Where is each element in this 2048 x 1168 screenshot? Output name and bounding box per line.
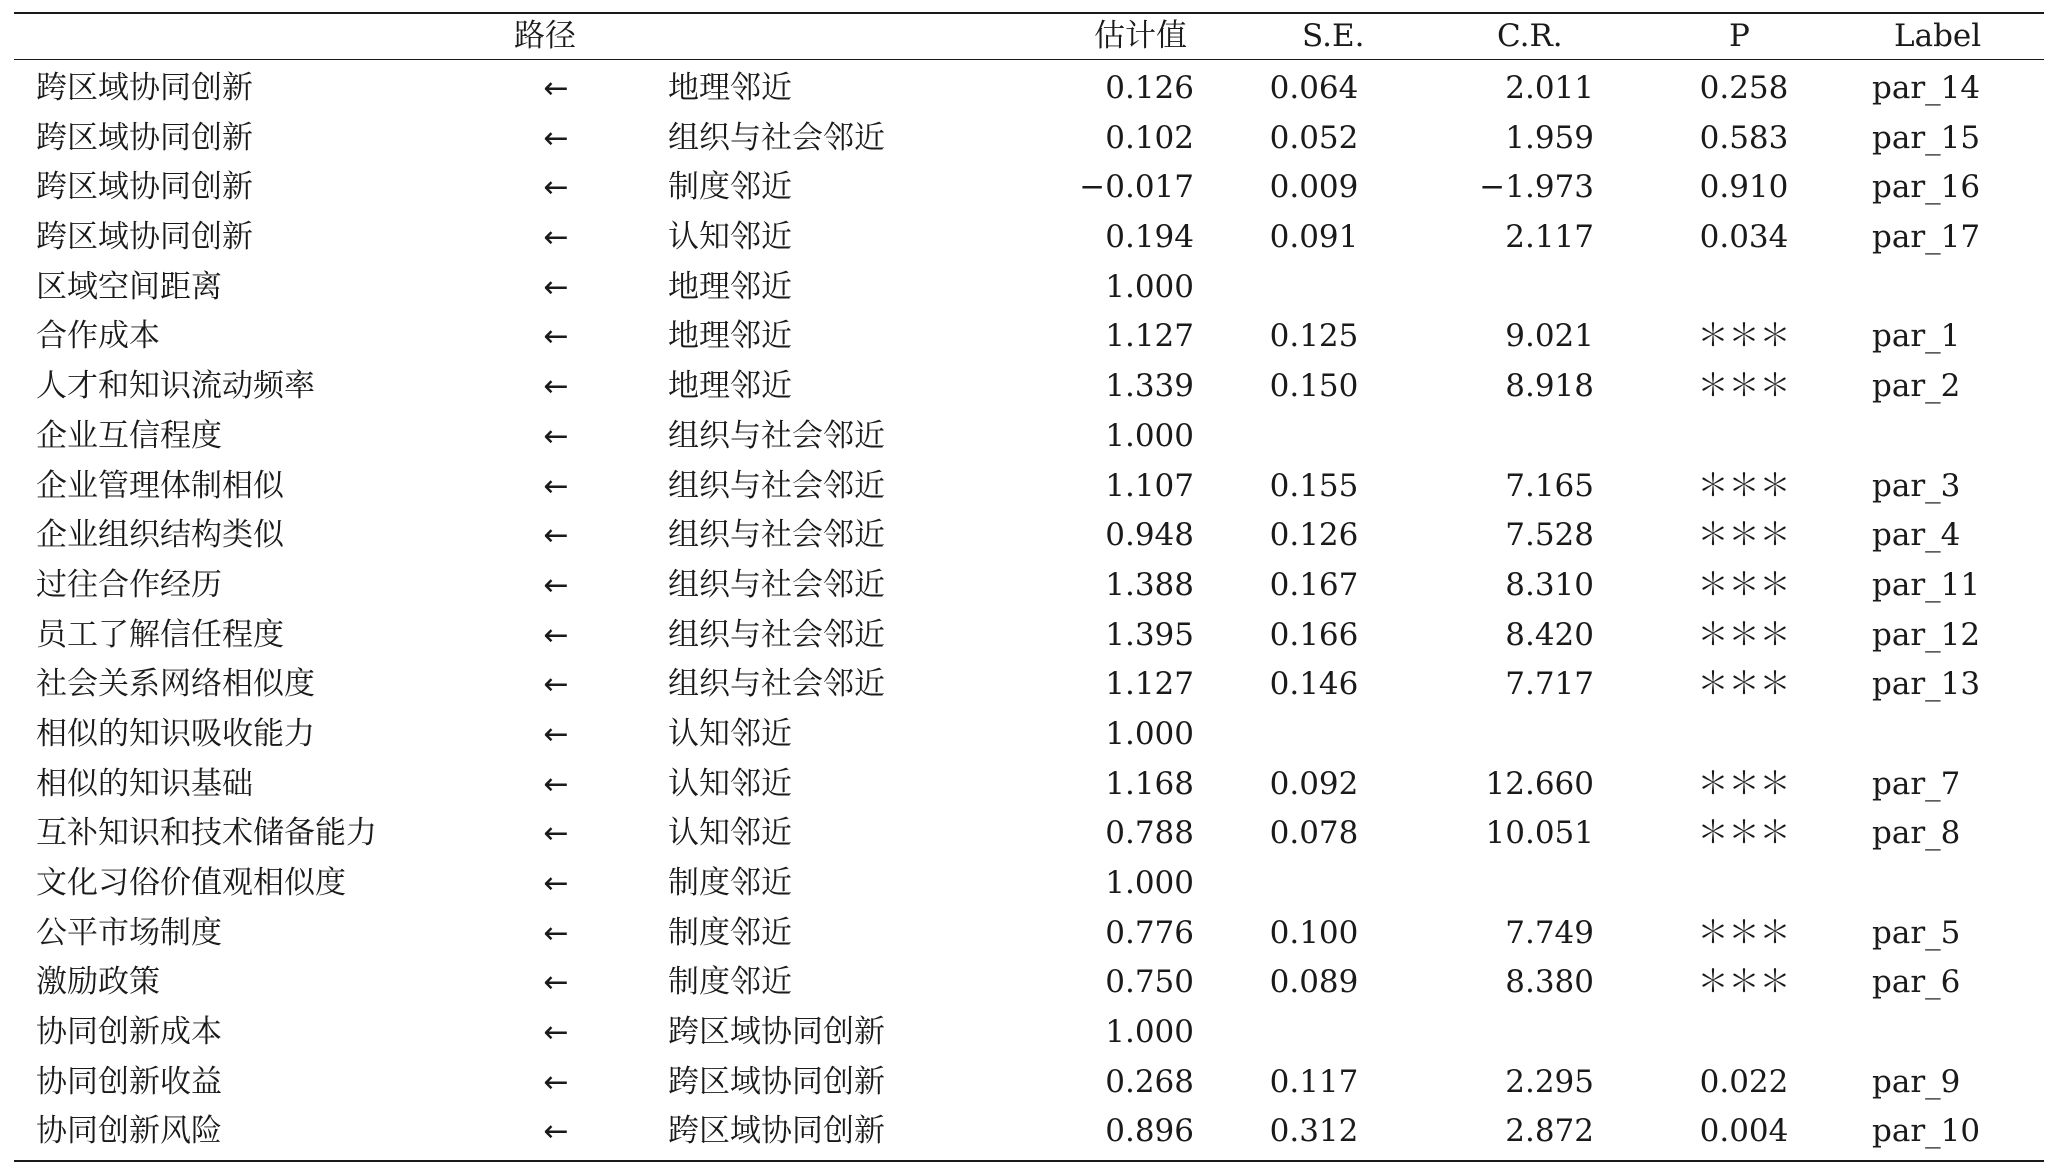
estimate-cell: 1.000 — [1105, 417, 1194, 454]
table-row — [14, 561, 2044, 611]
estimate-cell: 0.126 — [1105, 70, 1194, 106]
label-cell: par_16 — [1872, 169, 1981, 206]
standard-error-cell — [1244, 859, 1384, 909]
label-cell: par_10 — [1872, 1113, 1981, 1150]
critical-ratio-cell — [1454, 263, 1594, 313]
table-row — [14, 1008, 2044, 1058]
latent-variable-cell: 组织与社会邻近 — [668, 517, 885, 554]
label-cell: par_1 — [1872, 318, 1961, 355]
p-value-cell: 0.022 — [1699, 1063, 1789, 1100]
label-cell: par_17 — [1872, 219, 1981, 256]
estimate-cell: 1.127 — [1105, 318, 1194, 355]
estimate-cell: 0.776 — [1105, 914, 1194, 951]
critical-ratio-cell: 2.011 — [1505, 70, 1594, 106]
table-row — [14, 114, 2044, 164]
standard-error-cell — [1244, 1008, 1384, 1058]
critical-ratio-cell: 9.021 — [1505, 318, 1594, 355]
path-arrow-cell: ← — [543, 468, 569, 504]
estimate-cell: 0.268 — [1105, 1063, 1194, 1100]
p-value-cell: 0.910 — [1699, 169, 1789, 206]
standard-error-cell: 0.091 — [1269, 219, 1359, 256]
critical-ratio-cell: 8.420 — [1505, 616, 1594, 653]
latent-variable-cell: 地理邻近 — [668, 318, 792, 355]
table-row — [14, 710, 2044, 760]
estimate-cell: 1.000 — [1105, 1014, 1194, 1051]
p-value-cell: 0.034 — [1699, 219, 1789, 256]
dependent-variable-cell: 公平市场制度 — [36, 914, 222, 951]
estimate-cell: −0.017 — [1079, 169, 1194, 206]
dependent-variable-cell: 员工了解信任程度 — [36, 616, 284, 653]
p-value-cell: ＊＊＊ — [1697, 914, 1791, 951]
critical-ratio-cell: 8.310 — [1505, 566, 1594, 603]
path-arrow-cell: ← — [543, 567, 569, 603]
table-row — [14, 462, 2044, 512]
latent-variable-cell: 制度邻近 — [668, 865, 792, 901]
path-arrow-cell: ← — [543, 1064, 569, 1100]
path-arrow-cell: ← — [543, 1114, 569, 1150]
critical-ratio-cell: 7.165 — [1505, 467, 1594, 504]
standard-error-cell: 0.126 — [1269, 517, 1359, 554]
header-path: 路径 — [514, 18, 576, 54]
p-value-cell: 0.258 — [1699, 70, 1789, 106]
p-value-cell — [1664, 412, 1824, 462]
estimate-cell: 1.127 — [1105, 666, 1194, 703]
header-se: S.E. — [1302, 18, 1365, 54]
latent-variable-cell: 认知邻近 — [668, 219, 792, 256]
standard-error-cell: 0.146 — [1269, 666, 1359, 703]
table-row — [14, 163, 2044, 213]
label-cell: par_14 — [1872, 70, 1981, 106]
latent-variable-cell: 制度邻近 — [668, 914, 792, 951]
estimate-cell: 0.750 — [1105, 964, 1194, 1001]
header-estimate: 估计值 — [1094, 18, 1187, 54]
estimate-cell: 0.948 — [1105, 517, 1194, 554]
label-cell: par_9 — [1872, 1063, 1961, 1100]
header-label: Label — [1894, 18, 1982, 54]
latent-variable-cell: 组织与社会邻近 — [668, 666, 885, 703]
table-row — [14, 909, 2044, 959]
dependent-variable-cell: 企业互信程度 — [36, 417, 222, 454]
p-value-cell: ＊＊＊ — [1697, 765, 1791, 802]
latent-variable-cell: 地理邻近 — [668, 70, 792, 106]
table-row — [14, 809, 2044, 859]
latent-variable-cell: 跨区域协同创新 — [668, 1014, 885, 1051]
critical-ratio-cell: −1.973 — [1479, 169, 1594, 206]
path-arrow-cell: ← — [543, 915, 569, 951]
p-value-cell: 0.583 — [1699, 119, 1789, 156]
p-value-cell: ＊＊＊ — [1697, 666, 1791, 703]
dependent-variable-cell: 协同创新收益 — [36, 1063, 222, 1100]
critical-ratio-cell: 8.380 — [1505, 964, 1594, 1001]
standard-error-cell: 0.009 — [1269, 169, 1359, 206]
label-cell: par_6 — [1872, 964, 1961, 1001]
p-value-cell: ＊＊＊ — [1697, 815, 1791, 852]
critical-ratio-cell — [1454, 859, 1594, 909]
standard-error-cell: 0.092 — [1269, 765, 1359, 802]
path-arrow-cell: ← — [543, 220, 569, 256]
path-arrow-cell: ← — [543, 667, 569, 703]
standard-error-cell — [1244, 263, 1384, 313]
critical-ratio-cell: 8.918 — [1505, 368, 1594, 405]
standard-error-cell — [1244, 710, 1384, 760]
latent-variable-cell: 认知邻近 — [668, 715, 792, 752]
dependent-variable-cell: 跨区域协同创新 — [36, 169, 253, 206]
latent-variable-cell: 制度邻近 — [668, 169, 792, 206]
critical-ratio-cell: 1.959 — [1505, 119, 1594, 156]
estimate-cell: 1.395 — [1105, 616, 1194, 653]
path-arrow-cell: ← — [543, 766, 569, 802]
p-value-cell: ＊＊＊ — [1697, 964, 1791, 1001]
label-cell: par_3 — [1872, 467, 1961, 504]
standard-error-cell: 0.155 — [1269, 467, 1359, 504]
critical-ratio-cell — [1454, 1008, 1594, 1058]
dependent-variable-cell: 跨区域协同创新 — [36, 119, 253, 156]
label-cell: par_12 — [1872, 616, 1981, 653]
standard-error-cell: 0.166 — [1269, 616, 1359, 653]
standard-error-cell: 0.117 — [1269, 1063, 1359, 1100]
dependent-variable-cell: 社会关系网络相似度 — [36, 666, 315, 703]
path-arrow-cell: ← — [543, 1015, 569, 1051]
p-value-cell — [1664, 859, 1824, 909]
dependent-variable-cell: 区域空间距离 — [36, 268, 222, 305]
latent-variable-cell: 地理邻近 — [668, 368, 792, 405]
label-cell: par_15 — [1872, 119, 1981, 156]
dependent-variable-cell: 跨区域协同创新 — [36, 219, 253, 256]
table-row — [14, 64, 2044, 114]
p-value-cell — [1664, 263, 1824, 313]
p-value-cell: 0.004 — [1699, 1113, 1789, 1150]
path-arrow-cell: ← — [543, 816, 569, 852]
label-cell: par_2 — [1872, 368, 1961, 405]
estimate-cell: 1.168 — [1105, 765, 1194, 802]
latent-variable-cell: 制度邻近 — [668, 964, 792, 1001]
dependent-variable-cell: 相似的知识吸收能力 — [36, 715, 315, 752]
p-value-cell: ＊＊＊ — [1697, 467, 1791, 504]
critical-ratio-cell — [1454, 412, 1594, 462]
path-arrow-cell: ← — [543, 617, 569, 653]
path-arrow-cell: ← — [543, 418, 569, 454]
critical-ratio-cell: 7.528 — [1505, 517, 1594, 554]
latent-variable-cell: 组织与社会邻近 — [668, 616, 885, 653]
table-bottom-rule — [14, 1160, 2044, 1162]
estimate-cell: 0.896 — [1105, 1113, 1194, 1150]
dependent-variable-cell: 企业组织结构类似 — [36, 517, 284, 554]
critical-ratio-cell: 7.717 — [1505, 666, 1594, 703]
p-value-cell — [1664, 1008, 1824, 1058]
table-row — [14, 312, 2044, 362]
critical-ratio-cell: 2.117 — [1505, 219, 1594, 256]
standard-error-cell — [1244, 412, 1384, 462]
label-cell: par_8 — [1872, 815, 1961, 852]
table-row — [14, 511, 2044, 561]
latent-variable-cell: 认知邻近 — [668, 765, 792, 802]
estimate-cell: 1.000 — [1105, 715, 1194, 752]
table-row — [14, 213, 2044, 263]
path-arrow-cell: ← — [543, 269, 569, 305]
estimate-cell: 0.194 — [1105, 219, 1194, 256]
dependent-variable-cell: 文化习俗价值观相似度 — [36, 865, 346, 901]
latent-variable-cell: 跨区域协同创新 — [668, 1113, 885, 1150]
dependent-variable-cell: 合作成本 — [36, 318, 160, 355]
path-arrow-cell: ← — [543, 170, 569, 206]
standard-error-cell: 0.167 — [1269, 566, 1359, 603]
dependent-variable-cell: 过往合作经历 — [36, 566, 222, 603]
table-row — [14, 958, 2044, 1008]
standard-error-cell: 0.100 — [1269, 914, 1359, 951]
table-row — [14, 1107, 2044, 1157]
critical-ratio-cell — [1454, 710, 1594, 760]
dependent-variable-cell: 协同创新风险 — [36, 1113, 222, 1150]
p-value-cell: ＊＊＊ — [1697, 368, 1791, 405]
dependent-variable-cell: 跨区域协同创新 — [36, 70, 253, 106]
standard-error-cell: 0.052 — [1269, 119, 1359, 156]
path-arrow-cell: ← — [543, 71, 569, 106]
label-cell: par_5 — [1872, 914, 1961, 951]
dependent-variable-cell: 激励政策 — [36, 964, 160, 1001]
estimate-cell: 0.102 — [1105, 119, 1194, 156]
p-value-cell: ＊＊＊ — [1697, 517, 1791, 554]
p-value-cell — [1664, 710, 1824, 760]
dependent-variable-cell: 协同创新成本 — [36, 1014, 222, 1051]
path-arrow-cell: ← — [543, 866, 569, 901]
critical-ratio-cell: 2.295 — [1505, 1063, 1594, 1100]
table-row — [14, 760, 2044, 810]
estimate-cell: 1.000 — [1105, 268, 1194, 305]
table-row — [14, 1058, 2044, 1108]
standard-error-cell: 0.125 — [1269, 318, 1359, 355]
latent-variable-cell: 地理邻近 — [668, 268, 792, 305]
label-cell: par_4 — [1872, 517, 1961, 554]
estimate-cell: 1.388 — [1105, 566, 1194, 603]
table-row — [14, 660, 2044, 710]
estimate-cell: 1.107 — [1105, 467, 1194, 504]
p-value-cell: ＊＊＊ — [1697, 318, 1791, 355]
estimate-cell: 1.000 — [1105, 865, 1194, 901]
table-row — [14, 263, 2044, 313]
header-cr: C.R. — [1497, 18, 1563, 54]
latent-variable-cell: 组织与社会邻近 — [668, 417, 885, 454]
label-cell: par_7 — [1872, 765, 1961, 802]
dependent-variable-cell: 企业管理体制相似 — [36, 467, 284, 504]
critical-ratio-cell: 2.872 — [1505, 1113, 1594, 1150]
latent-variable-cell: 组织与社会邻近 — [668, 467, 885, 504]
table-body — [14, 64, 2044, 1157]
dependent-variable-cell: 人才和知识流动频率 — [36, 368, 315, 405]
p-value-cell: ＊＊＊ — [1697, 616, 1791, 653]
estimate-cell: 1.339 — [1105, 368, 1194, 405]
path-arrow-cell: ← — [543, 518, 569, 554]
critical-ratio-cell: 10.051 — [1485, 815, 1594, 852]
standard-error-cell: 0.150 — [1269, 368, 1359, 405]
table-row — [14, 859, 2044, 909]
table-row — [14, 412, 2044, 462]
p-value-cell: ＊＊＊ — [1697, 566, 1791, 603]
latent-variable-cell: 认知邻近 — [668, 815, 792, 852]
critical-ratio-cell: 7.749 — [1505, 914, 1594, 951]
dependent-variable-cell: 相似的知识基础 — [36, 765, 253, 802]
latent-variable-cell: 组织与社会邻近 — [668, 566, 885, 603]
standard-error-cell: 0.064 — [1269, 70, 1359, 106]
table-row — [14, 611, 2044, 661]
latent-variable-cell: 组织与社会邻近 — [668, 119, 885, 156]
path-arrow-cell: ← — [543, 369, 569, 405]
label-cell: par_13 — [1872, 666, 1981, 703]
header-p: P — [1729, 18, 1750, 54]
estimate-cell: 0.788 — [1105, 815, 1194, 852]
path-arrow-cell: ← — [543, 120, 569, 156]
dependent-variable-cell: 互补知识和技术储备能力 — [36, 815, 377, 852]
path-arrow-cell: ← — [543, 965, 569, 1001]
path-arrow-cell: ← — [543, 716, 569, 752]
label-cell: par_11 — [1872, 566, 1981, 603]
standard-error-cell: 0.089 — [1269, 964, 1359, 1001]
critical-ratio-cell: 12.660 — [1485, 765, 1594, 802]
standard-error-cell: 0.078 — [1269, 815, 1359, 852]
latent-variable-cell: 跨区域协同创新 — [668, 1063, 885, 1100]
table-row — [14, 362, 2044, 412]
standard-error-cell: 0.312 — [1269, 1113, 1359, 1150]
table-header-rule — [14, 59, 2044, 60]
path-arrow-cell: ← — [543, 319, 569, 355]
